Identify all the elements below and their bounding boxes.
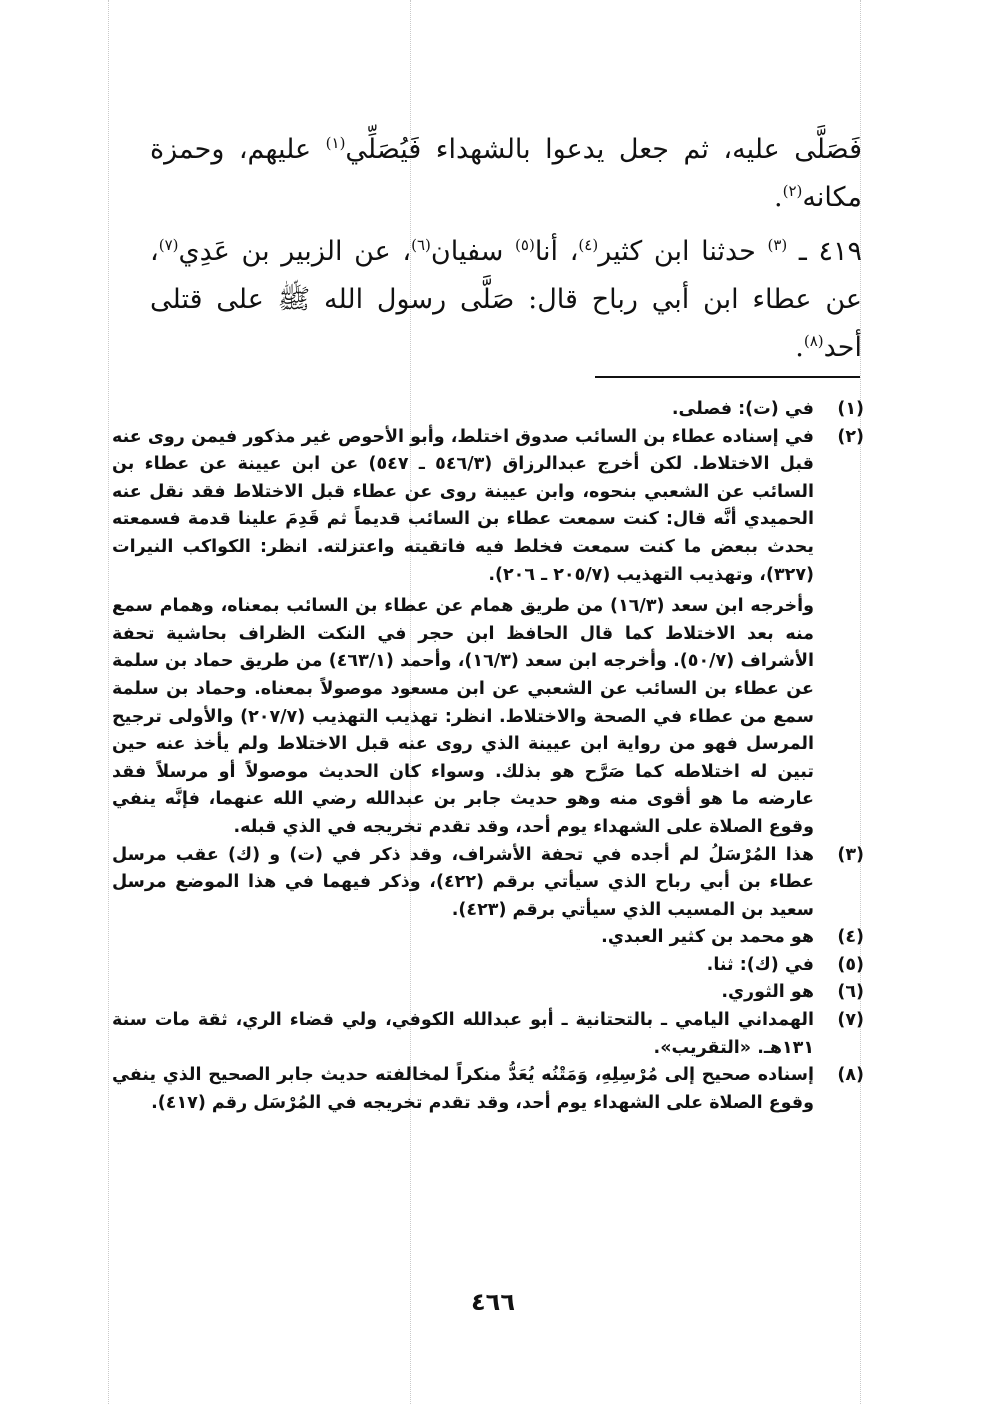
footnote-ref-6[interactable]: (٦) bbox=[411, 236, 431, 254]
footnote-ref-3[interactable]: (٣) bbox=[767, 236, 788, 254]
main-text-run: ، أنا bbox=[534, 236, 579, 267]
main-text-run: . bbox=[774, 182, 783, 213]
footnote-ref-4[interactable]: (٤) bbox=[578, 236, 599, 254]
footnote-separator bbox=[595, 376, 860, 378]
footnote-text: هذا المُرْسَلُ لم أجده في تحفة الأشراف، وقد ذكر في (ت) و (ك) عقب مرسل عطاء بن أبي رباح الذي سيأتي برقم (٤٢٢)، وذكر فيهما في هذا الموضع مرسل سعيد بن المسيب الذي سيأتي برقم (٤٢٣). bbox=[112, 844, 814, 920]
footnote-text: وأخرجه ابن سعد (١٦/٣) من طريق همام عن عطاء بن السائب بمعناه، وهمام سمع منه بعد الاختلاط كما قال الحافظ ابن حجر في النكت الظراف بحاشية تحفة الأشراف (٥٠/٧). وأخرجه ابن سعد (١٦/٣)، وأحمد (٤٦٣/١) من طريق حماد بن سلمة عن عطاء بن السائب عن الشعبي عن ابن مسعود موصولاً بمعناه. وحماد بن سلمة سمع من عطاء في الصحة والاختلاط. انظر: تهذيب التهذيب (٢٠٧/٧) والأولى ترجيح المرسل فهو من رواية ابن عيينة الذي روى عنه قبل الاختلاط ولم يأخذ عنه حين تبين له اختلاطه كما صَرَّح هو بذلك. وسواء كان الحديث موصولاً أو مرسلاً فقد عارضه ما هو أقوى منه وهو حديث جابر بن عبدالله رضي الله عنهما، فإنَّه ينفي وقوع الصلاة على الشهداء يوم أحد، وقد تقدم تخريجه في الذي قبله. bbox=[112, 596, 815, 837]
footnote-5 bbox=[112, 952, 864, 980]
footnote-ref-7[interactable]: (٧) bbox=[158, 236, 179, 254]
main-text-run: ، عن الزبير بن عَدِي bbox=[178, 236, 412, 267]
footnote-number: (٣) bbox=[837, 844, 864, 865]
footnote-ref-2[interactable]: (٢) bbox=[782, 182, 803, 200]
footnote-7 bbox=[112, 1007, 864, 1062]
footnote-text: هو الثوري. bbox=[721, 982, 814, 1003]
footnote-2 bbox=[112, 424, 864, 842]
footnote-text: الهمداني اليامي ـ بالتحتانية ـ أبو عبدالله الكوفي، ولي قضاء الري، ثقة مات سنة ١٣١هـ. «التقريب». bbox=[112, 1010, 814, 1058]
footnote-4 bbox=[112, 924, 864, 952]
footnote-text: إسناده صحيح إلى مُرْسِلِهِ، وَمَتْنُه يُعَدُّ منكراً لمخالفته حديث جابر الصحيح الذي ينفي وقوع الصلاة على الشهداء يوم أحد، وقد تقدم تخريجه في المُرْسَل رقم (٤١٧). bbox=[112, 1065, 814, 1113]
footnote-ref-8[interactable]: (٨) bbox=[803, 332, 824, 350]
main-text-run: ، عن عطاء ابن أبي رباح قال: صَلَّى رسول الله ﷺ على قتلى أحد bbox=[150, 236, 862, 363]
footnote-number: (٦) bbox=[837, 982, 864, 1003]
footnote-text: في إسناده عطاء بن السائب صدوق اختلط، وأبو الأحوص غير مذكور فيمن روى عنه قبل الاختلاط. لكن أخرج عبدالرزاق (٥٤٦/٣ ـ ٥٤٧) عن ابن عيينة عن عطاء بن السائب عن الشعبي بنحوه، وابن عيينة روى عن عطاء قبل الاختلاط فقد نقل عنه الحميدي أنَّه قال: كنت سمعت عطاء بن السائب قديماً ثم قَدِمَ علينا قدمة فسمعته يحدث ببعض ما كنت سمعت فخلط فيه فاتقيته واعتزلته. انظر: الكواكب النيرات (٣٢٧)، وتهذيب التهذيب (٢٠٥/٧ ـ ٢٠٦). bbox=[112, 426, 814, 585]
footnote-number: (٢) bbox=[837, 426, 864, 447]
main-text-run: سفيان bbox=[430, 236, 516, 267]
footnote-1 bbox=[112, 396, 864, 424]
main-text-run: عليهم، وحمزة مكانه bbox=[150, 134, 862, 213]
footnote-8 bbox=[112, 1062, 864, 1117]
footnote-ref-5[interactable]: (٥) bbox=[515, 236, 535, 254]
footnotes bbox=[112, 396, 864, 1117]
footnote-number: (٧) bbox=[837, 1010, 864, 1031]
footnote-number: (١) bbox=[837, 399, 864, 419]
footnote-text: في (ك): ثنا. bbox=[706, 954, 814, 975]
hadith-419-paragraph bbox=[150, 228, 862, 372]
footnote-number: (٨) bbox=[837, 1065, 864, 1086]
footnote-text: في (ت): فصلى. bbox=[671, 399, 814, 419]
footnote-3 bbox=[112, 842, 864, 925]
footnote-number: (٥) bbox=[837, 954, 864, 975]
footnote-6 bbox=[112, 979, 864, 1007]
hadith-number: ٤١٩ ـ bbox=[787, 236, 862, 267]
page-number: ٤٦٦ bbox=[471, 1288, 515, 1316]
main-text-run: فَصَلَّى عليه، ثم جعل يدعوا بالشهداء فَيُصَلِّي bbox=[345, 134, 863, 165]
footnote-ref-1[interactable]: (١) bbox=[325, 134, 346, 152]
footnote-text: هو محمد بن كثير العبدي. bbox=[601, 927, 814, 948]
main-paragraph-1 bbox=[150, 126, 862, 222]
main-text-run: حدثنا ابن كثير bbox=[598, 236, 768, 267]
main-text-run: . bbox=[795, 332, 804, 363]
scan-artifact-line bbox=[108, 0, 109, 1404]
footnote-number: (٤) bbox=[837, 927, 864, 948]
